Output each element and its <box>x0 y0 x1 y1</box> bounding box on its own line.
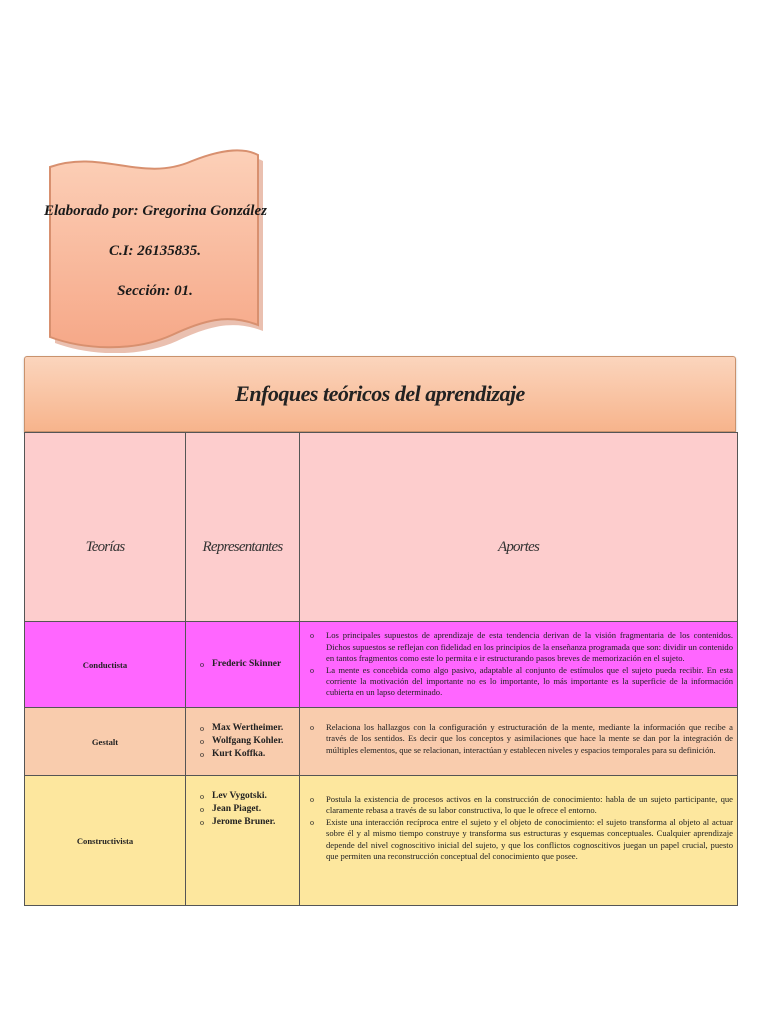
section-line: Sección: 01. <box>117 283 193 299</box>
aportes-cell <box>300 708 738 776</box>
table-row <box>25 708 738 776</box>
author-banner <box>44 145 266 353</box>
theory-cell: Gestalt <box>25 708 186 776</box>
ci-line: C.I: 26135835. <box>108 243 202 259</box>
table-header-row <box>25 433 738 622</box>
representative-item: o Lev Vygotski. <box>200 790 299 803</box>
representative-item: o Jerome Bruner. <box>200 816 299 829</box>
author-line: Elaborado por: Gregorina González <box>44 203 267 219</box>
aporte-item: o Existe una interacción recíproca entre el sujeto y el objeto de conocimiento: el sujeto transforma al objeto al actuar sobre él y al mismo tiempo construye y transforma sus estructuras y esquemas conceptuales. Cualquier aprendizaje depende del nivel cognoscitivo inicial del sujeto, y que los conflictos cognoscitivos juegan un papel crucial, puesto que permiten una reconstrucción conceptual del conocimiento que posee. <box>310 817 733 863</box>
theories-table <box>24 432 738 906</box>
theory-cell: Constructivista <box>25 776 186 906</box>
aporte-item: o Postula la existencia de procesos activos en la construcción de conocimiento: habla de un sujeto participante, que claramente rebasa a través de su labor constructiva, lo que le ofrece el entorno. <box>310 794 733 817</box>
aportes-cell <box>300 776 738 906</box>
representative-item: o Jean Piaget. <box>200 803 299 816</box>
header-aportes: Aportes <box>497 538 540 555</box>
representative-item: o Max Wertheimer. <box>200 722 299 735</box>
table-row <box>25 776 738 906</box>
representative-item: o Wolfgang Kohler. <box>200 735 299 748</box>
header-teorias: Teorías <box>85 538 125 555</box>
representatives-cell <box>186 622 300 708</box>
table-row <box>25 622 738 708</box>
representatives-cell <box>186 708 300 776</box>
page-title: Enfoques teóricos del aprendizaje <box>235 381 525 406</box>
aportes-cell <box>300 622 738 708</box>
header-representantes: Representantes <box>202 538 283 555</box>
aporte-item: o Relaciona los hallazgos con la configuración y estructuración de la mente, mediante la información que recibe a través de los sentidos. Es decir que los conceptos y asimilaciones que hace la mente se dan por la integración de múltiples elementos, que se relacionan, interactúan y establecen niveles y espacios temporales para su definición. <box>310 722 733 756</box>
representatives-cell <box>186 776 300 906</box>
theory-cell: Conductista <box>25 622 186 708</box>
title-bar <box>24 356 736 432</box>
representative-item: o Kurt Koffka. <box>200 748 299 761</box>
aporte-item: o La mente es concebida como algo pasivo, adaptable al conjunto de estímulos que el sujeto pueda recibir. En esta corriente la motivación del importante no es lo importante, lo más importante es la superficie de la información cubierta en un lapso determinado. <box>310 665 733 699</box>
representative-item: o Frederic Skinner <box>200 658 299 671</box>
aporte-item: o Los principales supuestos de aprendizaje de esta tendencia derivan de la visión fragmentaria de los contenidos. Dichos supuestos se reflejan con fidelidad en los principios de la enseñanza programada que son: dividir un contenido en tantos fragmentos como este lo permita e ir estructurando pasos breves de memorización en el sujeto. <box>310 630 733 664</box>
